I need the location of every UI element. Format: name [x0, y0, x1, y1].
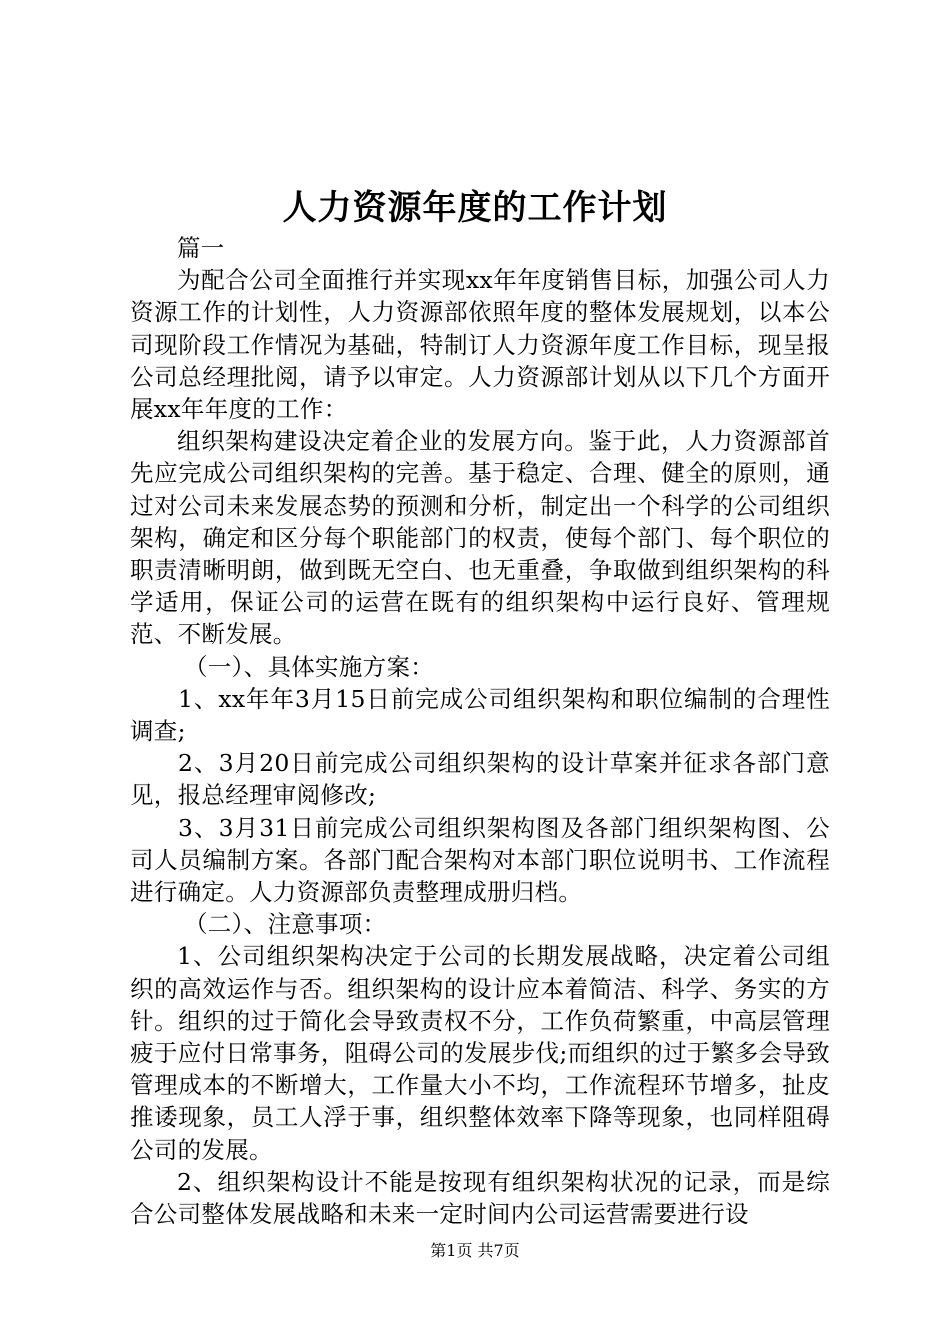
note-item-2: 2、组织架构设计不能是按现有组织架构状况的记录，而是综合公司整体发展战略和未来一定时间内公司运营需要进行设: [130, 1167, 830, 1229]
page-number: 第1页 共7页: [430, 1241, 520, 1260]
paragraph-org-structure: 组织架构建设决定着企业的发展方向。鉴于此，人力资源部首先应完成公司组织架构的完善。基于稳定、合理、健全的原则，通过对公司未来发展态势的预测和分析，制定出一个科学的公司组织架构，确定和区分每个职能部门的权责，使每个部门、每个职位的职责清晰明朗，做到既无空白、也无重叠，争取做到组织架构的科学适用，保证公司的运营在既有的组织架构中运行良好、管理规范、不断发展。: [130, 427, 830, 649]
subheading-plan: （一）、具体实施方案：: [184, 652, 435, 681]
note-item-1: 1、公司组织架构决定于公司的长期发展战略，决定着公司组织的高效运作与否。组织架构的设计应本着简洁、科学、务实的方针。组织的过于简化会导致责权不分，工作负荷繁重，中高层管理疲于应付日常事务，阻碍公司的发展步伐;而组织的过于繁多会导致管理成本的不断增大，工作量大小不均，工作流程环节增多，扯皮推诿现象，员工人浮于事，组织整体效率下降等现象，也同样阻碍公司的发展。: [130, 942, 830, 1164]
subheading-notes: （二）、注意事项：: [184, 910, 387, 939]
list-item-1: 1、xx年年3月15日前完成公司组织架构和职位编制的合理性调查;: [130, 684, 830, 746]
section-label: 篇一: [177, 234, 225, 262]
list-item-2: 2、3月20日前完成公司组织架构的设计草案并征求各部门意见，报总经理审阅修改;: [130, 749, 830, 810]
document-title: 人力资源年度的工作计划: [282, 188, 668, 228]
list-item-3: 3、3月31日前完成公司组织架构图及各部门组织架构图、公司人员编制方案。各部门配合架构对本部门职位说明书、工作流程进行确定。人力资源部负责整理成册归档。: [130, 813, 830, 907]
paragraph-intro: 为配合公司全面推行并实现xx年年度销售目标，加强公司人力资源工作的计划性，人力资源部依照年度的整体发展规划，以本公司现阶段工作情况为基础，特制订人力资源年度工作目标，现呈报公司总经理批阅，请予以审定。人力资源部计划从以下几个方面开展xx年年度的工作：: [130, 266, 830, 424]
document-body: [130, 232, 830, 1230]
